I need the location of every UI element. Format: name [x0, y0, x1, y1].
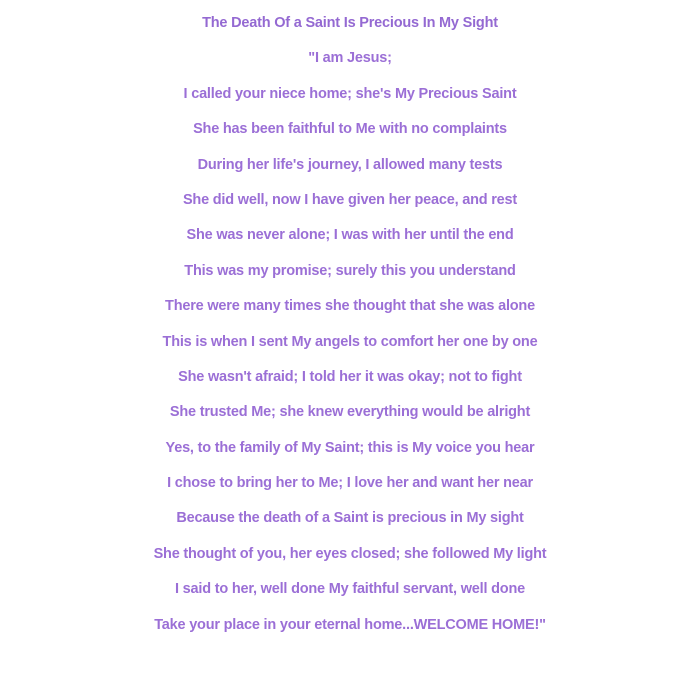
poem-line: I chose to bring her to Me; I love her and want her near [167, 475, 533, 492]
poem-line: During her life's journey, I allowed many tests [197, 156, 503, 173]
poem-line: There were many times she thought that she was alone [165, 298, 535, 315]
poem-body [0, 6, 700, 643]
poem-line: She has been faithful to Me with no complaints [193, 121, 507, 138]
poem-line: Take your place in your eternal home...WELCOME HOME!" [154, 616, 546, 633]
poem-line: "I am Jesus; [308, 50, 392, 67]
poem-line: This is when I sent My angels to comfort her one by one [162, 333, 538, 350]
poem-line: Because the death of a Saint is precious in My sight [176, 510, 524, 527]
poem-line: She trusted Me; she knew everything would be alright [169, 404, 531, 421]
poem-title: The Death Of a Saint Is Precious In My Sight [202, 15, 498, 31]
poem-line: She did well, now I have given her peace, and rest [182, 191, 518, 208]
poem-line: She was never alone; I was with her until the end [186, 227, 514, 244]
poem-line: Yes, to the family of My Saint; this is My voice you hear [165, 439, 535, 456]
poem-line: I said to her, well done My faithful servant, well done [175, 581, 525, 598]
poem-line: She wasn't afraid; I told her it was okay; not to fight [178, 368, 522, 385]
poem-line: I called your niece home; she's My Precious Saint [183, 85, 517, 102]
poem-line: She thought of you, her eyes closed; she followed My light [153, 545, 547, 562]
poem-line: This was my promise; surely this you understand [184, 262, 516, 279]
